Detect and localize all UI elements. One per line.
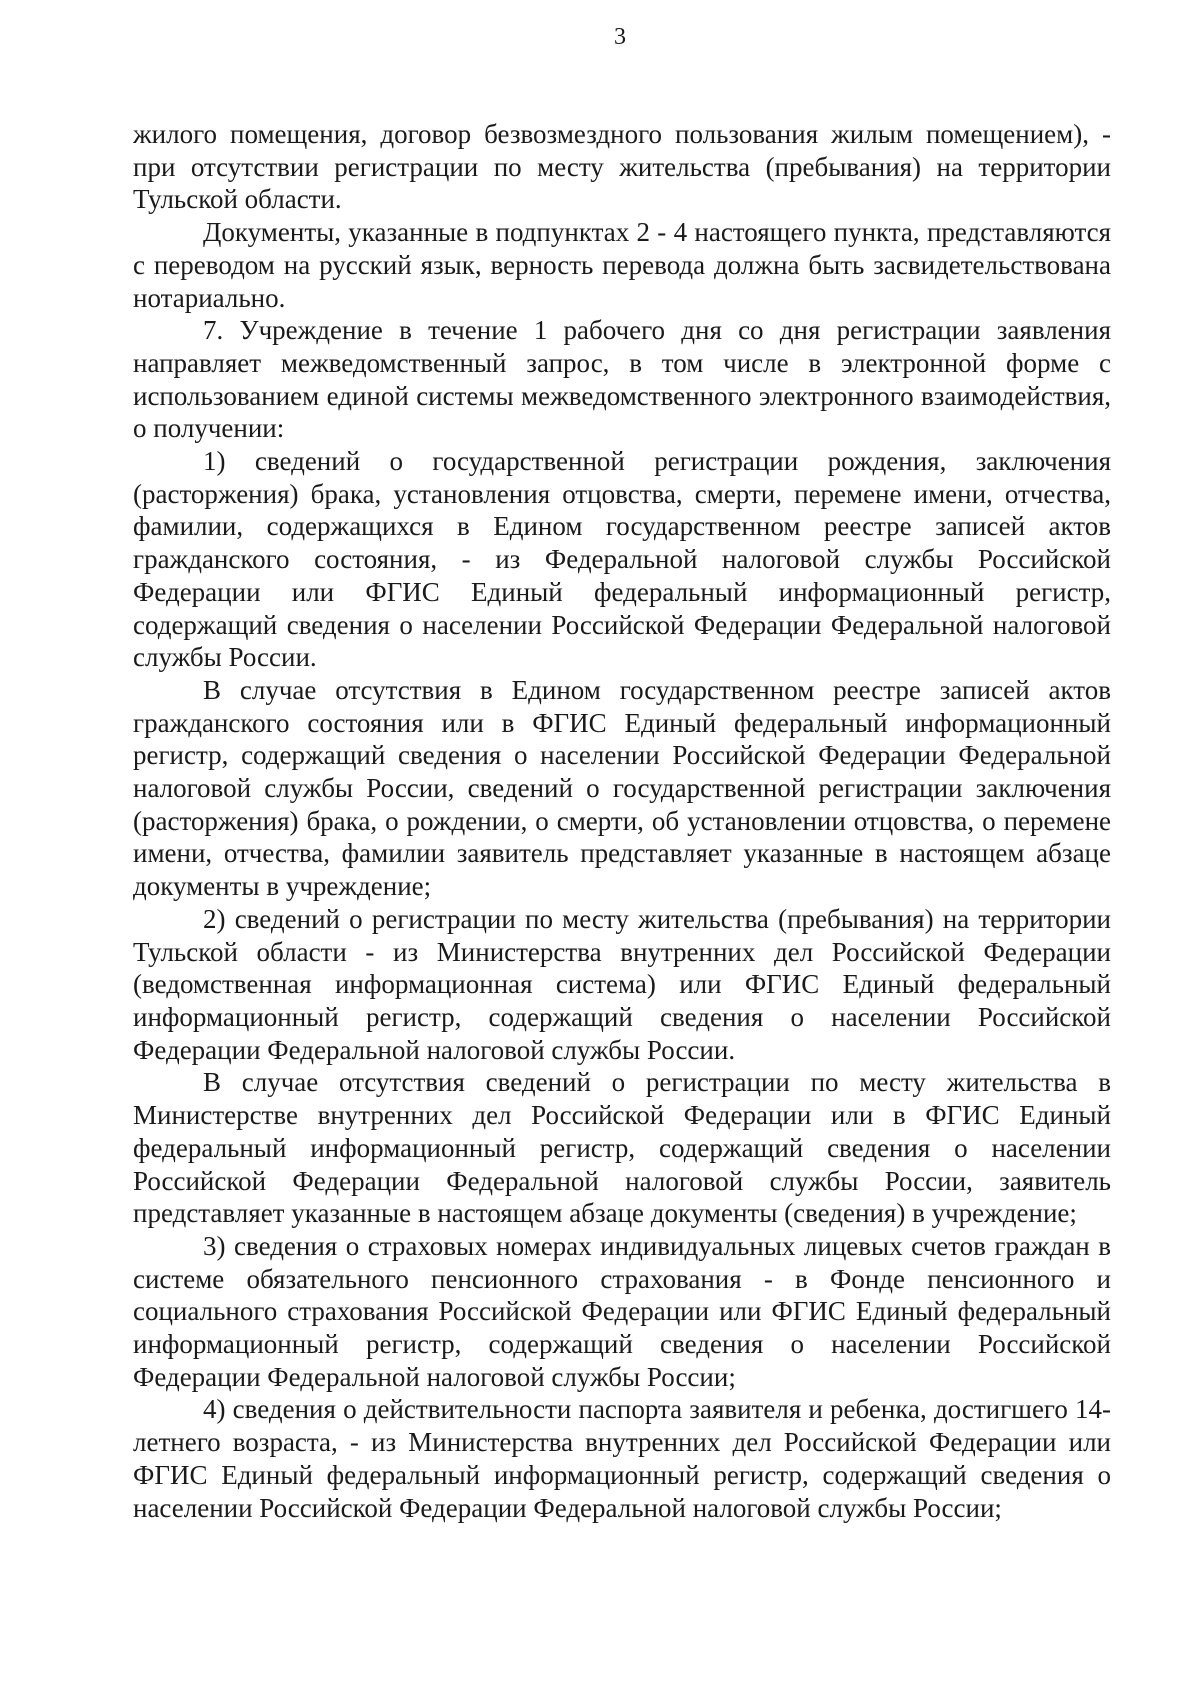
paragraph-subitem-2: 2) сведений о регистрации по месту жительства (пребывания) на территории Тульской области - из Министерства внутренних дел Российской Федерации (ведомственная информационная система) или ФГИС Единый федеральный информационный регистр, содержащий сведения о населении Российской Федерации Федеральной налоговой службы России. [133,903,1111,1065]
paragraph-subitem-3: 3) сведения о страховых номерах индивидуальных лицевых счетов граждан в системе обязательного пенсионного страхования - в Фонде пенсионного и социального страхования Российской Федерации или ФГИС Единый федеральный информационный регистр, содержащий сведения о населении Российской Федерации Федеральной налоговой службы России; [133,1230,1111,1392]
paragraph-subitem-1: 1) сведений о государственной регистрации рождения, заключения (расторжения) брака, установления отцовства, смерти, перемене имени, отчества, фамилии, содержащихся в Едином государственном реестре записей актов гражданского состояния, - из Федеральной налоговой службы Российской Федерации или ФГИС Единый федеральный информационный регистр, содержащий сведения о населении Российской Федерации Федеральной налоговой службы России. [133,446,1111,673]
paragraph-continuation: жилого помещения, договор безвозмездного пользования жилым помещением), - при отсутствии регистрации по месту жительства (пребывания) на территории Тульской области. [133,119,1111,215]
document-body [133,118,1111,1524]
page-number: 3 [614,24,626,50]
paragraph-subitem-4: 4) сведения о действительности паспорта заявителя и ребенка, достигшего 14-летнего возраста, - из Министерства внутренних дел Российской Федерации или ФГИС Единый федеральный информационный регистр, содержащий сведения о населении Российской Федерации Федеральной налоговой службы России; [133,1394,1111,1523]
paragraph-subitem-2-absence: В случае отсутствия сведений о регистрации по месту жительства в Министерстве внутренних дел Российской Федерации или в ФГИС Единый федеральный информационный регистр, содержащий сведения о населении Российской Федерации Федеральной налоговой службы России, заявитель представляет указанные в настоящем абзаце документы (сведения) в учреждение; [133,1067,1111,1229]
paragraph-item-7: 7. Учреждение в течение 1 рабочего дня со дня регистрации заявления направляет межведомственный запрос, в том числе в электронной форме с использованием единой системы межведомственного электронного взаимодействия, о получении: [133,315,1111,444]
paragraph-translation-requirement: Документы, указанные в подпунктах 2 - 4 настоящего пункта, представляются с переводом на русский язык, верность перевода должна быть засвидетельствована нотариально. [133,217,1111,313]
paragraph-subitem-1-absence: В случае отсутствия в Едином государственном реестре записей актов гражданского состояния или в ФГИС Единый федеральный информационный регистр, содержащий сведения о населении Российской Федерации Федеральной налоговой службы России, сведений о государственной регистрации заключения (расторжения) брака, о рождении, о смерти, об установлении отцовства, о перемене имени, отчества, фамилии заявитель представляет указанные в настоящем абзаце документы в учреждение; [133,674,1111,902]
